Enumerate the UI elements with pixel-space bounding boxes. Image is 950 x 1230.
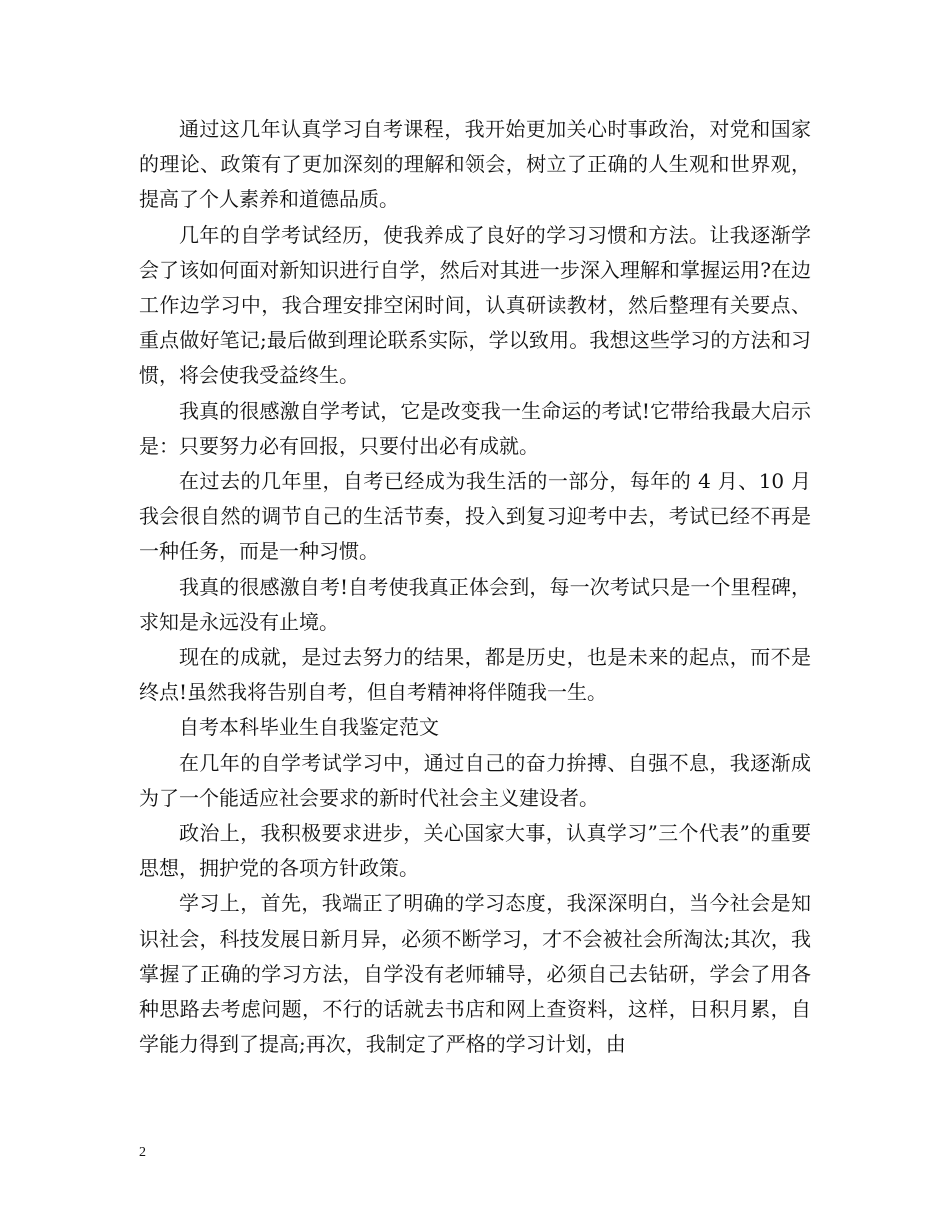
paragraph-8: 政治上，我积极要求进步，关心国家大事，认真学习”三个代表”的重要思想，拥护党的各项方针政策。: [139, 821, 811, 881]
body-text: [139, 112, 811, 1062]
section-heading: 自考本科毕业生自我鉴定范文: [179, 715, 439, 740]
paragraph-2: 几年的自学考试经历，使我养成了良好的学习习惯和方法。让我逐渐学会了该如何面对新知识进行自学，然后对其进一步深入理解和掌握运用?在边工作边学习中，我合理安排空闲时间，认真研读教材，然后整理有关要点、重点做好笔记;最后做到理论联系实际，学以致用。我想这些学习的方法和习惯，将会使我受益终生。: [139, 222, 811, 388]
paragraph-3: 我真的很感激自学考试，它是改变我一生命运的考试!它带给我最大启示是：只要努力必有回报，只要付出必有成就。: [139, 398, 811, 458]
paragraph-1: 通过这几年认真学习自考课程，我开始更加关心时事政治，对党和国家的理论、政策有了更加深刻的理解和领会，树立了正确的人生观和世界观，提高了个人素养和道德品质。: [139, 117, 811, 212]
page-number: 2: [139, 1145, 146, 1160]
paragraph-4: 在过去的几年里，自考已经成为我生活的一部分，每年的 4 月、10 月我会很自然的调节自己的生活节奏，投入到复习迎考中去，考试已经不再是一种任务，而是一种习惯。: [139, 469, 811, 564]
paragraph-6: 现在的成就，是过去努力的结果，都是历史，也是未来的起点，而不是终点!虽然我将告别自考，但自考精神将伴随我一生。: [139, 645, 811, 705]
paragraph-7: 在几年的自学考试学习中，通过自己的奋力拚搏、自强不息，我逐渐成为了一个能适应社会要求的新时代社会主义建设者。: [139, 750, 811, 810]
paragraph-5: 我真的很感激自考!自考使我真正体会到，每一次考试只是一个里程碑，求知是永远没有止境。: [139, 574, 811, 634]
paragraph-9: 学习上，首先，我端正了明确的学习态度，我深深明白，当今社会是知识社会，科技发展日新月异，必须不断学习，才不会被社会所淘汰;其次，我掌握了正确的学习方法，自学没有老师辅导，必须自己去钻研，学会了用各种思路去考虑问题，不行的话就去书店和网上查资料，这样，日积月累，自学能力得到了提高;再次，我制定了严格的学习计划，由: [139, 891, 811, 1057]
